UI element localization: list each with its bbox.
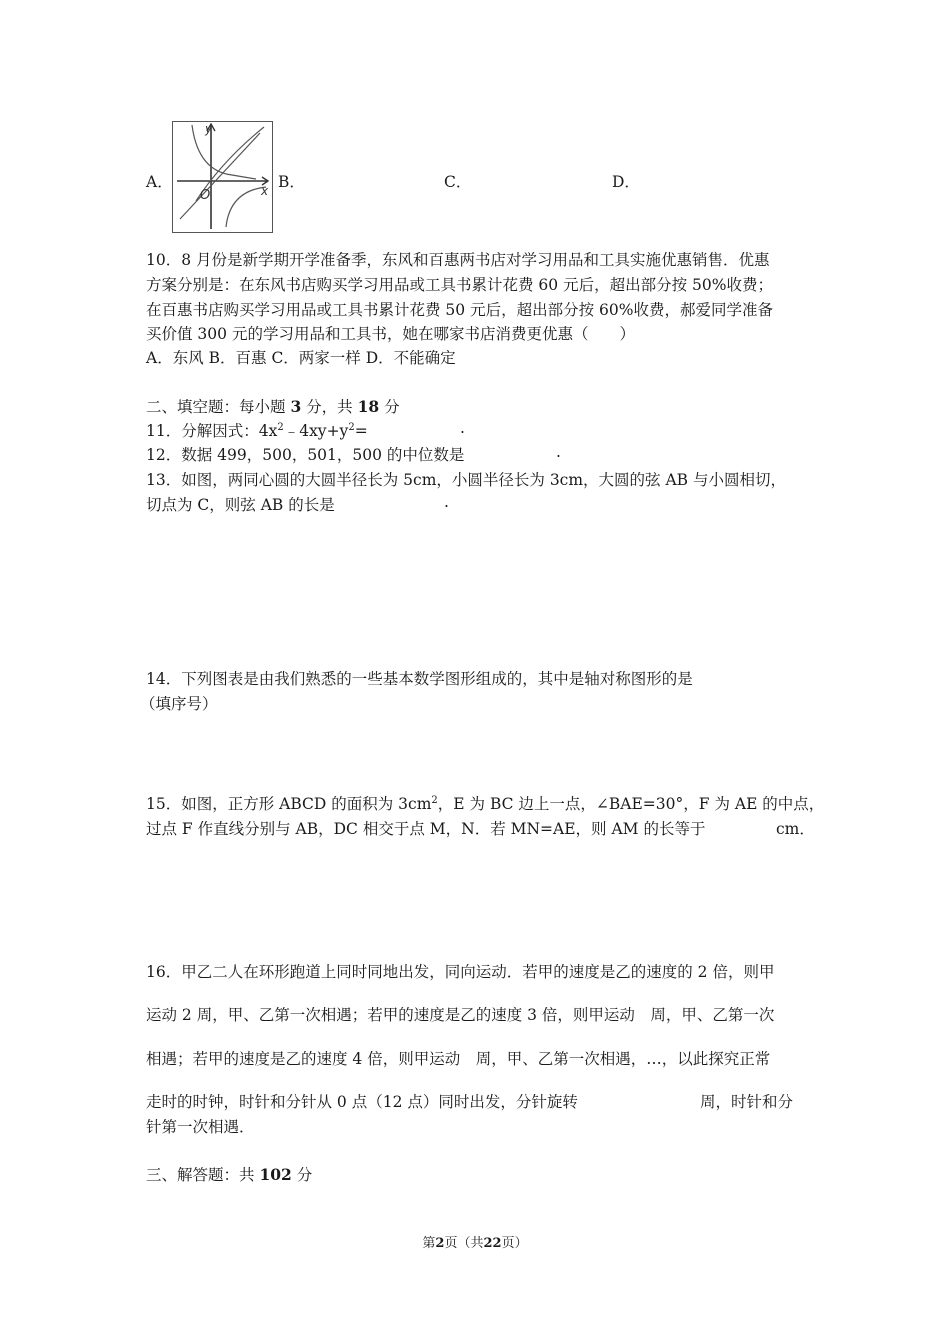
q15-unit: cm． [776, 820, 815, 838]
q10-line-3: 在百惠书店购买学习用品或工具书累计花费 50 元后，超出部分按 60%收费，郝爱同学准备 [146, 301, 773, 319]
section-3-heading: 三、解答题：共 102 分 [146, 1165, 313, 1184]
q12-question: 12．数据 499，500，501，500 的中位数是 [146, 446, 465, 464]
q16-line-5: 针第一次相遇． [146, 1118, 255, 1136]
q11-question: 11．分解因式：$4x^2﹣4xy+y^2=$ [146, 421, 368, 440]
option-a-graph [172, 121, 273, 233]
q15-line-2: 过点 F 作直线分别与 AB，DC 相交于点 M，N．若 MN=AE，则 AM 的长等于 [146, 820, 706, 838]
option-a-label: A． [146, 173, 173, 191]
q13-blank-end: . [444, 493, 449, 511]
q11-blank-end: . [460, 419, 465, 437]
option-b-label: B． [278, 173, 305, 191]
q12-blank-end: . [556, 443, 561, 461]
q10-line-4: 买价值 300 元的学习用品和工具书，她在哪家书店消费更优惠（ ） [146, 325, 635, 343]
q16-line-3: 相遇；若甲的速度是乙的速度 4 倍，则甲运动 周，甲、乙第一次相遇，…，以此探究正常 [146, 1050, 771, 1068]
q16-line-4a: 走时的时钟，时针和分针从 0 点（12 点）同时出发，分针旋转 [146, 1093, 578, 1111]
option-d-label: D． [612, 173, 640, 191]
q16-line-4b: 周，时针和分 [700, 1093, 794, 1111]
page-footer: 第2页（共22页） [422, 1236, 528, 1251]
graph-axis-y: y [205, 122, 213, 136]
q10-options: A．东风 B．百惠 C．两家一样 D．不能确定 [146, 349, 456, 367]
section-2-heading: 二、填空题：每小题 3 分，共 18 分 [146, 397, 400, 416]
q16-line-1: 16．甲乙二人在环形跑道上同时同地出发，同向运动．若甲的速度是乙的速度的 2 倍，则甲 [146, 963, 775, 981]
q15-line-1: 15．如图，正方形 ABCD 的面积为 $3cm^2$，E 为 BC 边上一点，∠BAE=30°，F 为 AE 的中点， [146, 794, 825, 813]
q13-line-2: 切点为 C，则弦 AB 的长是 [146, 496, 335, 514]
q16-line-2: 运动 2 周，甲、乙第一次相遇；若甲的速度是乙的速度 3 倍，则甲运动 周，甲、乙第一次 [146, 1006, 775, 1024]
graph-axis-x: x [261, 184, 269, 198]
q13-line-1: 13．如图，两同心圆的大圆半径长为 5cm，小圆半径长为 3cm，大圆的弦 AB 与小圆相切， [146, 471, 786, 489]
graph-origin: O [200, 188, 211, 203]
option-c-label: C． [444, 173, 472, 191]
q14-line-2: （填序号） [140, 695, 218, 713]
q14-line-1: 14．下列图表是由我们熟悉的一些基本数学图形组成的，其中是轴对称图形的是 [146, 670, 693, 688]
q10-line-1: 10．8 月份是新学期开学准备季，东风和百惠两书店对学习用品和工具实施优惠销售．优惠 [146, 251, 770, 269]
q10-line-2: 方案分别是：在东风书店购买学习用品或工具书累计花费 60 元后，超出部分按 50%收费； [146, 276, 773, 294]
